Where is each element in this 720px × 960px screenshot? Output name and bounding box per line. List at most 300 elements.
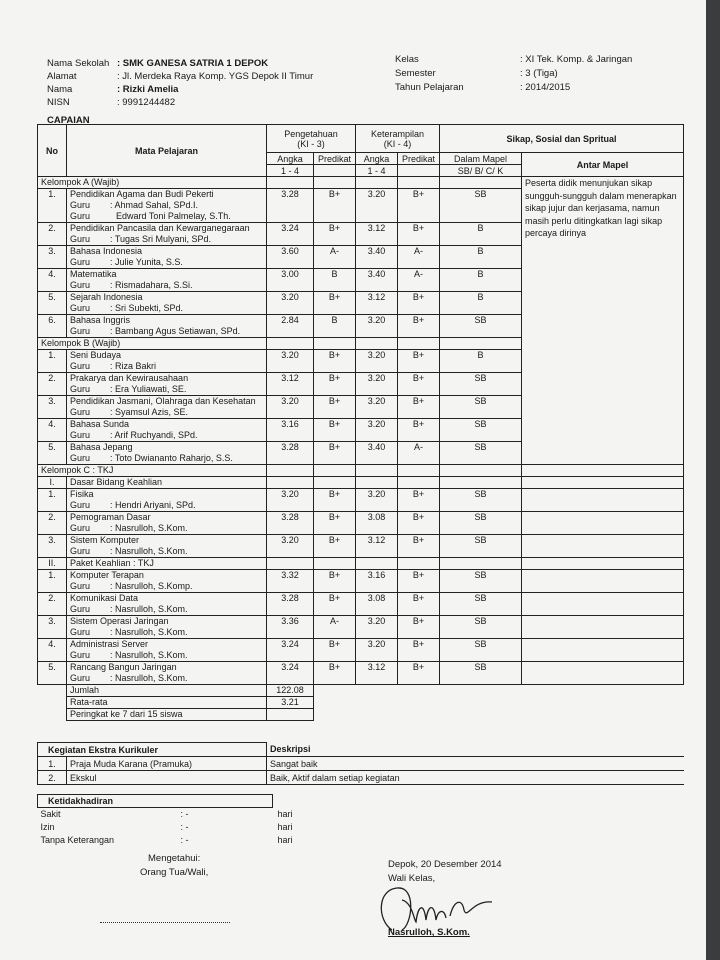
teacher-line [70, 234, 263, 245]
knowledge-grade: B+ [314, 373, 356, 396]
parent-signature-block [140, 852, 208, 880]
subject-cell [67, 223, 267, 246]
teacher-line [70, 211, 263, 222]
teacher-name: : Era Yuliawati, SE. [110, 384, 187, 394]
teacher-line [70, 407, 263, 418]
skill-grade: A- [398, 442, 440, 465]
attitude-grade: SB [440, 419, 522, 442]
attitude-grade: SB [440, 662, 522, 685]
blank-cell [267, 477, 314, 489]
teacher-name: : Nasrulloh, S.Komp. [110, 581, 193, 591]
subject-name: Pendidikan Jasmani, Olahraga dan Kesehatan [70, 396, 256, 406]
subject-cell [67, 442, 267, 465]
knowledge-grade: B+ [314, 593, 356, 616]
total-label: Peringkat ke 7 dari 15 siswa [67, 709, 267, 721]
skill-score: 3.20 [356, 373, 398, 396]
teacher-name: : Nasrulloh, S.Kom. [110, 650, 188, 660]
skill-score: 3.20 [356, 396, 398, 419]
subject-cell [67, 350, 267, 373]
skill-score: 3.08 [356, 512, 398, 535]
subject-name: Bahasa Inggris [70, 315, 131, 325]
teacher-label: Guru [70, 280, 91, 290]
absence-row [38, 808, 684, 821]
subject-no: 2. [38, 512, 67, 535]
blank-cell [314, 338, 356, 350]
attitude-grade: B [440, 292, 522, 315]
teacher-line [70, 453, 263, 464]
subject-cell [67, 269, 267, 292]
teacher-name: : Nasrulloh, S.Kom. [110, 546, 188, 556]
total-row [38, 685, 684, 697]
blank-cell [314, 165, 356, 177]
year-value: : 2014/2015 [520, 82, 571, 93]
subject-no: 5. [38, 442, 67, 465]
teacher-name: : Rismadahara, S.Si. [110, 280, 193, 290]
blank-cell [38, 709, 67, 721]
blank-cell [440, 465, 522, 477]
teacher-name: : Toto Dwiananto Raharjo, S.S. [110, 453, 233, 463]
subject-cell [67, 570, 267, 593]
skill-grade: B+ [398, 570, 440, 593]
group-a-label: Kelompok A (Wajib) [38, 177, 267, 189]
absence-unit: hari [277, 835, 293, 845]
total-value: 122.08 [267, 685, 314, 697]
label: Nama [47, 84, 73, 95]
knowledge-grade: B+ [314, 662, 356, 685]
knowledge-label: Pengetahuan [284, 128, 338, 139]
knowledge-grade: A- [314, 616, 356, 639]
subject-name: Sejarah Indonesia [70, 292, 143, 302]
knowledge-score: 3.12 [267, 373, 314, 396]
skill-grade: B+ [398, 350, 440, 373]
teacher-label: Guru [70, 546, 91, 556]
teacher-name: Edward Toni Palmelay, S.Th. [116, 211, 231, 221]
group-label: Kelompok C : TKJ [38, 465, 267, 477]
knowledge-score: 2.84 [267, 315, 314, 338]
knowledge-grade: B [314, 269, 356, 292]
skill-grade: B+ [398, 315, 440, 338]
skill-grade: B+ [398, 662, 440, 685]
nisn-value: : 9991244482 [117, 97, 176, 108]
teacher-line [70, 303, 263, 314]
antar-cell [522, 535, 684, 558]
subject-row [38, 512, 684, 535]
skill-score: 3.12 [356, 662, 398, 685]
attitude-grade: SB [440, 396, 522, 419]
teacher-line [70, 673, 263, 684]
teacher-name: : Sri Subekti, SPd. [110, 303, 184, 313]
absence-row [38, 834, 684, 847]
attitude-grade: B [440, 269, 522, 292]
skill-score: 3.12 [356, 292, 398, 315]
absence-value: : - [180, 822, 189, 832]
subject-no: 1. [38, 489, 67, 512]
teacher-line [70, 604, 263, 615]
col-attitude: Sikap, Sosial dan Spritual [440, 125, 684, 153]
subject-row [38, 616, 684, 639]
subgroup-row [38, 477, 684, 489]
attitude-grade: B [440, 223, 522, 246]
skill-score: 3.40 [356, 442, 398, 465]
teacher-line [70, 581, 263, 592]
subject-name: Matematika [70, 269, 117, 279]
skill-score: 3.20 [356, 639, 398, 662]
attitude-grade: SB [440, 489, 522, 512]
teacher-name: : Arif Ruchyandi, SPd. [110, 430, 198, 440]
teacher-label: Guru [70, 257, 91, 267]
attitude-grade: B [440, 350, 522, 373]
teacher-label: Wali Kelas, [388, 873, 436, 884]
knowledge-score: 3.16 [267, 419, 314, 442]
knowledge-grade: B+ [314, 189, 356, 223]
subject-name: Bahasa Indonesia [70, 246, 143, 256]
group-label: Paket Keahlian : TKJ [67, 558, 267, 570]
blank-cell [398, 477, 440, 489]
teacher-line [70, 326, 263, 337]
section-title: CAPAIAN [47, 115, 90, 126]
skill-grade: B+ [398, 512, 440, 535]
total-value: 3.21 [267, 697, 314, 709]
subject-no: 4. [38, 269, 67, 292]
label: Tahun Pelajaran [395, 82, 464, 93]
teacher-label: Guru [70, 650, 91, 660]
absence-unit: hari [277, 822, 293, 832]
skill-grade: B+ [398, 189, 440, 223]
col-no: No [38, 125, 67, 177]
ekstra-no: 2. [38, 771, 67, 785]
teacher-name: : Nasrulloh, S.Kom. [110, 604, 188, 614]
attitude-grade: SB [440, 512, 522, 535]
subject-no: 5. [38, 292, 67, 315]
teacher-line [70, 257, 263, 268]
knowledge-grade: B [314, 315, 356, 338]
subject-name: Pemograman Dasar [70, 512, 151, 522]
knowledge-score: 3.24 [267, 662, 314, 685]
subject-no: 1. [38, 350, 67, 373]
subject-name: Sistem Operasi Jaringan [70, 616, 169, 626]
teacher-line [70, 361, 263, 372]
teacher-label: Guru [70, 326, 91, 336]
blank-cell [356, 558, 398, 570]
subject-cell [67, 315, 267, 338]
knowledge-score: 3.28 [267, 512, 314, 535]
subject-cell [67, 512, 267, 535]
skill-grade: B+ [398, 489, 440, 512]
attitude-grade: SB [440, 442, 522, 465]
teacher-name: : Riza Bakri [110, 361, 157, 371]
knowledge-score: 3.28 [267, 442, 314, 465]
blank-cell [314, 465, 356, 477]
ekstra-row [38, 771, 684, 785]
signature-date: Depok, 20 Desember 2014 [388, 859, 502, 870]
subject-cell [67, 489, 267, 512]
ekstra-desc-title: Deskripsi [267, 743, 684, 757]
subject-no: 2. [38, 223, 67, 246]
subject-name: Administrasi Server [70, 639, 149, 649]
subject-cell [67, 419, 267, 442]
blank-cell [356, 338, 398, 350]
subject-no: 5. [38, 662, 67, 685]
subject-name: Pendidikan Pancasila dan Kewarganegaraan [70, 223, 250, 233]
attitude-grade: SB [440, 373, 522, 396]
subject-cell [67, 373, 267, 396]
subject-row [38, 489, 684, 512]
knowledge-grade: B+ [314, 350, 356, 373]
knowledge-grade: B+ [314, 570, 356, 593]
subject-row [38, 593, 684, 616]
attitude-grade: B [440, 246, 522, 269]
knowledge-score: 3.28 [267, 189, 314, 223]
attitude-grade: SB [440, 639, 522, 662]
attitude-grade: SB [440, 593, 522, 616]
subject-no: 1. [38, 189, 67, 223]
knowledge-score: 3.00 [267, 269, 314, 292]
knowledge-score: 3.20 [267, 489, 314, 512]
col-angka: Angka [356, 153, 398, 165]
antar-cell [522, 570, 684, 593]
blank-cell [38, 685, 67, 697]
skill-score: 3.20 [356, 489, 398, 512]
ekstra-row [38, 757, 684, 771]
subject-no: 1. [38, 570, 67, 593]
antar-mapel-description: Peserta didik menunjukan sikap sungguh-sungguh dalam menerapkan sikap jujur dan kerjasama, namun masih perlu ditingkatkan lagi sikap percaya dirinya [522, 177, 684, 465]
col-predikat: Predikat [398, 153, 440, 165]
range: 1 - 4 [356, 165, 398, 177]
total-label: Jumlah [67, 685, 267, 697]
label: Nama Sekolah [47, 58, 110, 69]
subject-cell [67, 396, 267, 419]
total-row [38, 709, 684, 721]
knowledge-score: 3.20 [267, 535, 314, 558]
blank-cell [522, 558, 684, 570]
attitude-grade: SB [440, 189, 522, 223]
blank-cell [440, 558, 522, 570]
absence-value: : - [180, 809, 189, 820]
knowledge-grade: A- [314, 246, 356, 269]
knowledge-grade: B+ [314, 535, 356, 558]
teacher-label: Guru [70, 211, 91, 221]
absence-table [37, 794, 684, 847]
skill-score: 3.20 [356, 189, 398, 223]
antar-cell [522, 489, 684, 512]
ekstra-desc: Sangat baik [267, 757, 684, 771]
subject-name: Komputer Terapan [70, 570, 144, 580]
subject-cell [67, 662, 267, 685]
attitude-grade: SB [440, 570, 522, 593]
absence-label: Tanpa Keterangan [40, 835, 115, 845]
subject-name: Rancang Bangun Jaringan [70, 662, 177, 672]
skill-grade: B+ [398, 223, 440, 246]
subgroup-row [38, 558, 684, 570]
skill-grade: B+ [398, 373, 440, 396]
extracurricular-table [37, 742, 684, 785]
grades-table [37, 124, 684, 721]
subject-cell [67, 639, 267, 662]
subject-no: 4. [38, 639, 67, 662]
subject-cell [67, 535, 267, 558]
absence-label: Izin [40, 822, 55, 832]
teacher-line [70, 650, 263, 661]
teacher-name: : Hendri Ariyani, SPd. [110, 500, 196, 510]
attitude-grade: SB [440, 535, 522, 558]
subject-no: 3. [38, 535, 67, 558]
teacher-name: : Tugas Sri Mulyani, SPd. [110, 234, 212, 244]
scale: SB/ B/ C/ K [440, 165, 522, 177]
antar-cell [522, 512, 684, 535]
teacher-line [70, 200, 263, 211]
subject-no: 3. [38, 396, 67, 419]
teacher-label: Guru [70, 523, 91, 533]
school-value: : SMK GANESA SATRIA 1 DEPOK [117, 58, 269, 69]
subject-no: 3. [38, 616, 67, 639]
ekstra-title: Kegiatan Ekstra Kurikuler [38, 743, 267, 757]
blank-cell [356, 477, 398, 489]
knowledge-grade: B+ [314, 639, 356, 662]
skill-grade: B+ [398, 616, 440, 639]
teacher-name: Nasrulloh, S.Kom. [388, 927, 470, 938]
blank-cell [440, 338, 522, 350]
label: NISN [47, 97, 70, 108]
skill-grade: B+ [398, 639, 440, 662]
group-label: Kelompok B (Wajib) [38, 338, 267, 350]
absence-row [38, 821, 684, 834]
label: Alamat [47, 71, 77, 82]
blank-cell [398, 338, 440, 350]
teacher-label: Guru [70, 627, 91, 637]
knowledge-score: 3.24 [267, 223, 314, 246]
group-no: II. [38, 558, 67, 570]
skill-score: 3.08 [356, 593, 398, 616]
parent-label: Orang Tua/Wali, [140, 867, 209, 878]
antar-cell [522, 662, 684, 685]
group-row [38, 177, 684, 189]
absence-unit: hari [277, 809, 293, 819]
skill-grade: B+ [398, 292, 440, 315]
teacher-label: Guru [70, 384, 91, 394]
address-value: : Jl. Merdeka Raya Komp. YGS Depok II Timur [117, 71, 314, 82]
blank-cell [398, 465, 440, 477]
label: Kelas [395, 54, 419, 65]
subject-name: Sistem Komputer [70, 535, 140, 545]
knowledge-grade: B+ [314, 396, 356, 419]
teacher-label: Guru [70, 407, 91, 417]
knowledge-ki: (KI - 3) [297, 138, 325, 149]
knowledge-score: 3.24 [267, 639, 314, 662]
subject-name: Bahasa Sunda [70, 419, 130, 429]
knowledge-score: 3.28 [267, 593, 314, 616]
blank-cell [398, 165, 440, 177]
skill-score: 3.12 [356, 535, 398, 558]
blank-cell [440, 477, 522, 489]
col-dalam-mapel: Dalam Mapel [440, 153, 522, 165]
subject-name: Komunikasi Data [70, 593, 139, 603]
skill-score: 3.20 [356, 419, 398, 442]
absence-label: Sakit [40, 809, 61, 820]
ekstra-name: Praja Muda Karana (Pramuka) [67, 757, 267, 771]
knowledge-grade: B+ [314, 489, 356, 512]
blank-cell [267, 465, 314, 477]
subject-row [38, 535, 684, 558]
attitude-grade: SB [440, 315, 522, 338]
background-edge [706, 0, 720, 960]
teacher-line [70, 627, 263, 638]
knowledge-score: 3.32 [267, 570, 314, 593]
blank-cell [522, 477, 684, 489]
knowledge-score: 3.60 [267, 246, 314, 269]
knowledge-grade: B+ [314, 419, 356, 442]
knowledge-score: 3.20 [267, 292, 314, 315]
knowledge-score: 3.20 [267, 350, 314, 373]
blank-cell [314, 477, 356, 489]
teacher-label: Guru [70, 500, 91, 510]
subject-no: 6. [38, 315, 67, 338]
parent-caption: Mengetahui: [148, 853, 201, 864]
group-row [38, 465, 684, 477]
knowledge-score: 3.36 [267, 616, 314, 639]
subject-name: Fisika [70, 489, 94, 499]
ekstra-desc: Baik, Aktif dalam setiap kegiatan [267, 771, 684, 785]
knowledge-grade: B+ [314, 223, 356, 246]
teacher-line [70, 546, 263, 557]
blank-cell [38, 697, 67, 709]
col-skill [356, 125, 440, 153]
col-angka: Angka [267, 153, 314, 165]
subject-row [38, 570, 684, 593]
blank-cell [267, 338, 314, 350]
antar-cell [522, 639, 684, 662]
subject-no: 3. [38, 246, 67, 269]
blank-cell [314, 558, 356, 570]
subject-name: Pendidikan Agama dan Budi Pekerti [70, 189, 214, 199]
teacher-label: Guru [70, 604, 91, 614]
teacher-line [70, 523, 263, 534]
skill-label: Keterampilan [370, 128, 425, 139]
subject-name: Seni Budaya [70, 350, 122, 360]
subject-row [38, 662, 684, 685]
subject-cell [67, 616, 267, 639]
knowledge-grade: B+ [314, 292, 356, 315]
skill-score: 3.20 [356, 616, 398, 639]
teacher-label: Guru [70, 581, 91, 591]
antar-cell [522, 593, 684, 616]
teacher-name: : Nasrulloh, S.Kom. [110, 523, 188, 533]
teacher-name: : Nasrulloh, S.Kom. [110, 673, 188, 683]
blank-cell [398, 558, 440, 570]
label: Semester [395, 68, 436, 79]
subject-no: 4. [38, 419, 67, 442]
antar-cell [522, 616, 684, 639]
teacher-label: Guru [70, 673, 91, 683]
attitude-grade: SB [440, 616, 522, 639]
teacher-name: : Bambang Agus Setiawan, SPd. [110, 326, 241, 336]
subject-cell [67, 292, 267, 315]
absence-value: : - [180, 835, 189, 845]
class-value: : XI Tek. Komp. & Jaringan [520, 54, 633, 65]
teacher-line [70, 430, 263, 441]
col-predikat: Predikat [314, 153, 356, 165]
col-knowledge [267, 125, 356, 153]
skill-grade: B+ [398, 593, 440, 616]
teacher-name: : Ahmad Sahal, SPd.I. [110, 200, 199, 210]
ekstra-no: 1. [38, 757, 67, 771]
teacher-label: Guru [70, 200, 91, 210]
teacher-name: : Julie Yunita, S.S. [110, 257, 183, 267]
semester-value: : 3 (Tiga) [520, 68, 558, 79]
subject-cell [67, 593, 267, 616]
total-value [267, 709, 314, 721]
col-antar-mapel: Antar Mapel [522, 153, 684, 177]
skill-grade: A- [398, 246, 440, 269]
